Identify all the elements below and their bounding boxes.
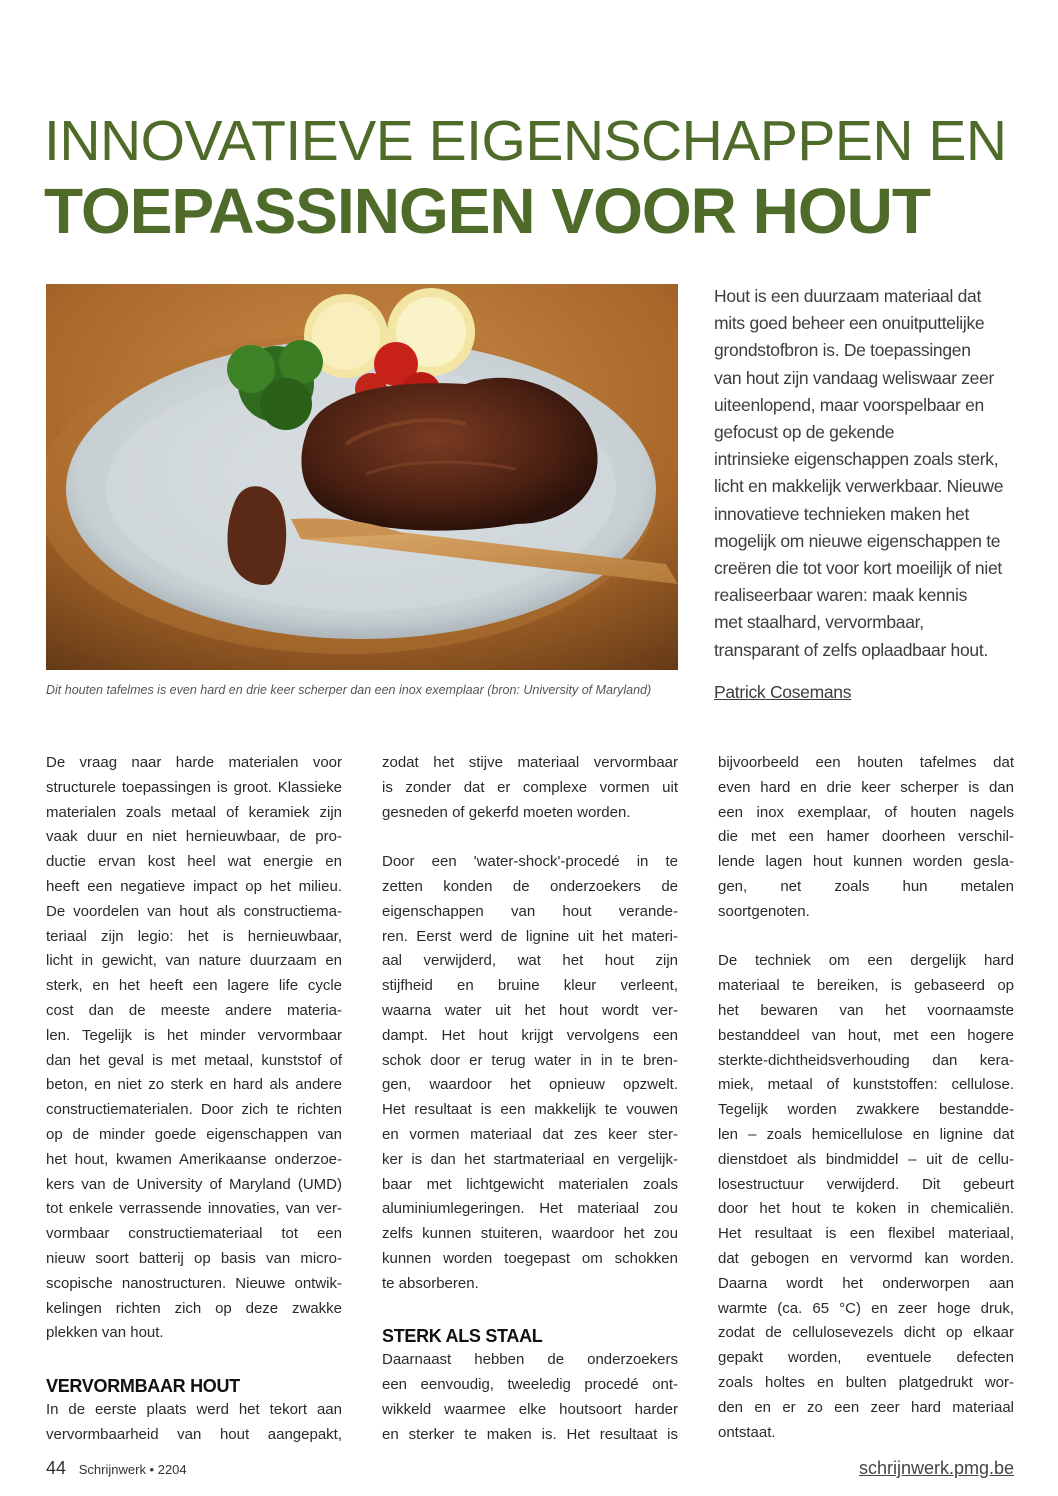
body-text-line: zetten konden de onderzoekers de [382, 877, 678, 895]
page-number: 44 [46, 1458, 67, 1478]
intro-line: Hout is een duurzaam materiaal dat [714, 286, 982, 306]
body-text-line: structurele toepassingen is groot. Klassieke [46, 778, 342, 796]
intro-line: creëren die tot voor kort moeilijk of niet [714, 558, 1002, 579]
body-text-line: die met een hamer doorheen verschil- [718, 828, 1014, 846]
body-text-line: baar met lichtgewicht materialen zoals [382, 1175, 678, 1193]
body-text-line: zoals holtes en bulten platgedrukt wor- [718, 1373, 1014, 1391]
magazine-issue: Schrijnwerk • 2204 [78, 1462, 187, 1477]
body-text-line: dat gebogen en vervormd kan worden. [718, 1249, 1014, 1267]
body-text-line: kers van de University of Maryland (UMD) [46, 1175, 342, 1193]
intro-line: uiteenlopend, maar voorspelbaar en [714, 394, 984, 415]
steak-photo-illustration [46, 284, 678, 670]
body-text-line: Daarna wordt het onderworpen aan [718, 1274, 1014, 1292]
body-text-line: Het resultaat is een makkelijk te vouwen [382, 1101, 678, 1119]
body-text-line: gepakt worden, eventuele defecten [718, 1349, 1014, 1367]
body-text-line: bestanddeel van hout, met een hogere [718, 1026, 1014, 1044]
body-text-line: vaak duur en niet hernieuwbaar, de pro- [46, 828, 342, 846]
body-column-1 [46, 751, 342, 1448]
body-text-line: zelfs kunnen stuiteren, waardoor het zou [382, 1225, 678, 1243]
body-text-line: ker is dan het startmateriaal en vergelijk- [382, 1150, 678, 1168]
body-text-line: schok door er terug water in in te bren- [382, 1051, 678, 1069]
intro-line: licht en makkelijk verwerkbaar. Nieuwe [714, 476, 1004, 497]
headline-line-1: INNOVATIEVE EIGENSCHAPPEN EN [44, 109, 1007, 173]
body-text-line: gesneden of gekerfd moeten worden. [382, 803, 631, 821]
body-text-line: en sterker te maken is. Het resultaat is [382, 1425, 678, 1443]
body-text-line: op de minder goede eigenschappen van [46, 1125, 342, 1143]
body-text-line: bijvoorbeeld een houten tafelmes dat [718, 754, 1014, 771]
section-heading: STERK ALS STAAL [382, 1326, 543, 1347]
body-text-line: De voordelen van hout als constructiema- [46, 902, 342, 920]
body-text-line: en vormen materiaal dat zes keer ster- [382, 1125, 678, 1143]
paragraph-gap [382, 825, 678, 850]
intro-line: transparant of zelfs oplaadbaar hout. [714, 639, 988, 660]
body-text-line: lende lagen hout kunnen worden gesla- [718, 853, 1014, 871]
body-text-line: In de eerste plaats werd het tekort aan [46, 1400, 342, 1418]
body-text-line: constructiematerialen. Door zich te richten [46, 1101, 342, 1119]
body-text-line: waarna water uit het hout wordt ver- [382, 1001, 678, 1019]
intro-paragraph [714, 283, 1024, 664]
body-text-line: zodat het stijve materiaal vervormbaar [382, 754, 678, 771]
body-text-line: ren. Eerst werd de lignine uit het materi- [382, 927, 678, 945]
body-text-line: losestructuur verwijderd. Dit gebeurt [718, 1175, 1014, 1193]
body-text-line: het bewaren van het voornaamste [718, 1001, 1014, 1019]
author-name: Patrick Cosemans [714, 682, 852, 702]
footer-left [46, 1458, 187, 1479]
paragraph-gap [46, 1346, 342, 1371]
section-heading: VERVORMBAAR HOUT [46, 1375, 240, 1396]
paragraph-gap [718, 925, 1014, 950]
body-text-line: stijfheid en bruine kleur verleent, [382, 977, 678, 995]
photo-caption: Dit houten tafelmes is even hard en drie keer scherper dan een inox exemplaar (bron: University of Maryland) [46, 683, 652, 697]
body-text-line: materiaal te bereiken, is gebaseerd op [718, 977, 1014, 995]
intro-line: intrinsieke eigenschappen zoals sterk, [714, 449, 999, 470]
intro-line: gefocust op de gekende [714, 422, 895, 443]
body-text-line: eigenschappen van hout verande- [382, 902, 678, 920]
body-text-line: te absorberen. [382, 1274, 479, 1292]
intro-line: met staalhard, vervormbaar, [714, 612, 924, 633]
body-text-line: een inox exemplaar, of houten nagels [718, 803, 1014, 821]
body-text-line: cost dan de meeste andere materia- [46, 1001, 342, 1019]
body-text-line: soortgenoten. [718, 902, 810, 920]
body-text-line: sterk, en het heeft een lagere life cycle [46, 977, 342, 995]
website-link[interactable]: schrijnwerk.pmg.be [858, 1458, 1014, 1478]
intro-line: realiseerbaar waren: maak kennis [714, 585, 968, 606]
body-text-line: gen, net zoals hun metalen [718, 877, 1014, 895]
body-text-line: De vraag naar harde materialen voor [46, 754, 342, 771]
body-text-line: vervormbaarheid van hout aangepakt, [46, 1425, 342, 1443]
intro-line: mogelijk om nieuwe eigenschappen te [714, 530, 1001, 551]
body-text-line: plekken van hout. [46, 1324, 164, 1342]
body-text-line: Daarnaast hebben de onderzoekers [382, 1351, 678, 1369]
body-text-line: Het resultaat is een flexibel materiaal, [718, 1225, 1014, 1243]
body-text-line: warmte (ca. 65 °C) en zeer hoge druk, [718, 1299, 1014, 1317]
body-column-3 [718, 751, 1014, 1445]
intro-line: van hout zijn vandaag weliswaar zeer [714, 367, 995, 388]
body-text-line: den en er zo een zeer hard materiaal [718, 1398, 1014, 1416]
body-text-line: door het hout te koken in chemicaliën. [718, 1200, 1014, 1218]
headline-line-2: TOEPASSINGEN VOOR HOUT [44, 175, 930, 247]
body-text-line: heeft een negatieve impact op het milieu. [46, 877, 342, 895]
body-text-line: teriaal zijn legio: het is hernieuwbaar, [46, 927, 342, 945]
body-text-line: aal verwijderd, wat het hout zijn [382, 952, 678, 970]
body-text-line: len – zoals hemicellulose en lignine dat [718, 1125, 1014, 1143]
paragraph-gap [382, 1297, 678, 1322]
body-text-line: beton, en niet zo sterk en hard als andere [46, 1076, 342, 1094]
body-text-line: is zonder dat er complexe vormen uit [382, 778, 678, 796]
body-text-line: vormbaar constructiemateriaal tot een [46, 1225, 342, 1243]
body-text-line: een eenvoudig, tweeledig procedé ont- [382, 1376, 678, 1394]
body-text-line: ductie ervan kost heel wat energie en [46, 853, 342, 871]
body-text-line: miek, metaal of kunststoffen: cellulose. [718, 1076, 1014, 1094]
body-text-line: Door een 'water-shock'-procedé in te [382, 853, 678, 871]
intro-line: grondstofbron is. De toepassingen [714, 340, 971, 361]
body-text-line: dampt. Het hout krijgt vervolgens een [382, 1026, 678, 1044]
body-text-line: sterkte-dichtheidsverhouding dan kera- [718, 1051, 1014, 1069]
body-text-line: het hout, kwamen Amerikaanse onderzoe- [46, 1150, 342, 1168]
intro-line: mits goed beheer een onuitputtelijke [714, 313, 985, 334]
body-text-line: aluminiumlegeringen. Het materiaal zou [382, 1200, 678, 1218]
body-text-line: licht in gewicht, van nature duurzaam en [46, 952, 342, 970]
body-text-line: zodat de cellulosevezels dicht op elkaar [718, 1324, 1014, 1342]
article-photo [46, 284, 678, 670]
body-text-line: materialen zoals metaal of keramiek zijn [46, 803, 342, 821]
body-text-line: dienstdoet als bindmiddel – uit de cellu- [718, 1150, 1014, 1168]
body-text-line: len. Tegelijk is het minder vervormbaar [46, 1026, 342, 1044]
body-column-2 [382, 751, 678, 1448]
body-text-line: ontstaat. [718, 1423, 776, 1441]
body-text-line: nieuw soort batterij op basis van micro- [46, 1249, 342, 1267]
body-text-line: Tegelijk worden zwakkere bestandde- [718, 1101, 1014, 1119]
body-text-line: tot enkele verrassende innovaties, van ver- [46, 1200, 342, 1218]
body-text-line: kelingen richten zich op deze zwakke [46, 1299, 342, 1317]
body-text-line: scopische nanostructuren. Nieuwe ontwik- [46, 1274, 342, 1292]
body-text-line: kunnen worden toegepast om schokken [382, 1249, 678, 1267]
body-text-line: gen, waardoor het opnieuw opzwelt. [382, 1076, 678, 1094]
intro-line: innovatieve technieken maken het [714, 503, 970, 524]
body-text-line: even hard en drie keer scherper is dan [718, 778, 1014, 796]
body-text-line: dan het geval is met metaal, kunststof of [46, 1051, 342, 1069]
body-text-line: De techniek om een dergelijk hard [718, 952, 1014, 970]
body-text-line: wikkeld waarmee elke houtsoort harder [382, 1400, 678, 1418]
